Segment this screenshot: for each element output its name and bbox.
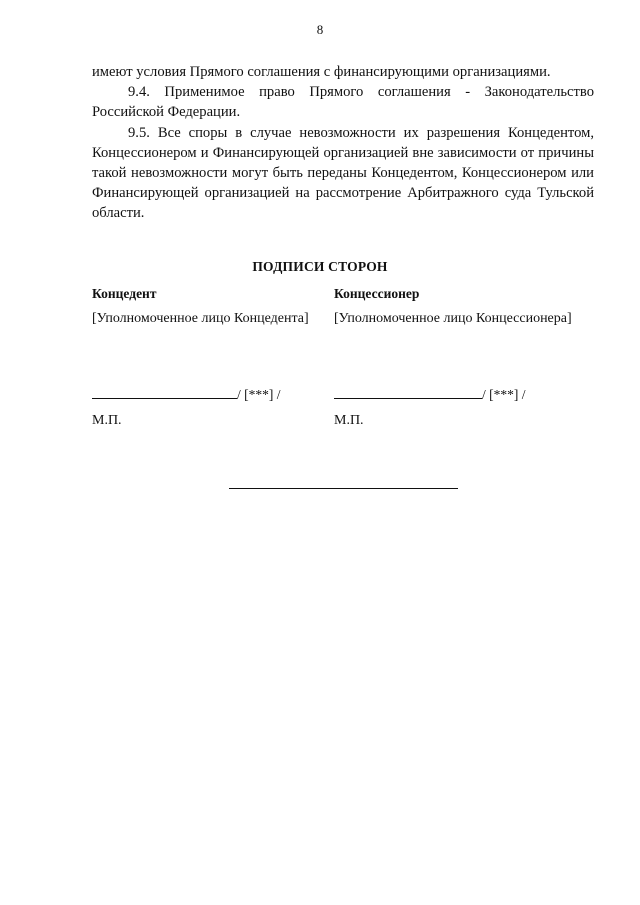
document-body [92, 62, 594, 224]
paragraph-continuation: имеют условия Прямого соглашения с финансирующими организациями. [92, 64, 551, 80]
representative-concessionaire: [Уполномоченное лицо Концессионера] [334, 311, 572, 326]
paragraph-9-4: 9.4. Применимое право Прямого соглашения - Законодательство Российской Федерации. [92, 84, 594, 121]
signature-line-concessionaire [334, 386, 526, 403]
end-of-document-rule [229, 488, 458, 489]
signature-suffix: / [***] / [237, 387, 281, 402]
party-name-concessionaire: Концессионер [334, 286, 420, 301]
paragraph-9-5: 9.5. Все споры в случае невозможности их разрешения Концедентом, Концессионером и Финансирующей организацией вне зависимости от причины такой невозможности могут быть переданы Концедентом, Концессионером или Финансирующей организацией на рассмотрение Арбитражного суда Тульской области. [92, 124, 594, 222]
seal-label-concessionaire: М.П. [334, 413, 364, 428]
representative-concedent: [Уполномоченное лицо Концедента] [92, 311, 309, 326]
seal-label-concedent: М.П. [92, 413, 122, 428]
party-name-concedent: Концедент [92, 286, 157, 301]
signature-blank [92, 386, 237, 399]
signature-line-concedent [92, 386, 281, 403]
signature-suffix: / [***] / [482, 387, 526, 402]
signature-blank [334, 386, 482, 399]
page-number: 8 [316, 22, 324, 37]
signatures-heading: ПОДПИСИ СТОРОН [252, 259, 388, 274]
